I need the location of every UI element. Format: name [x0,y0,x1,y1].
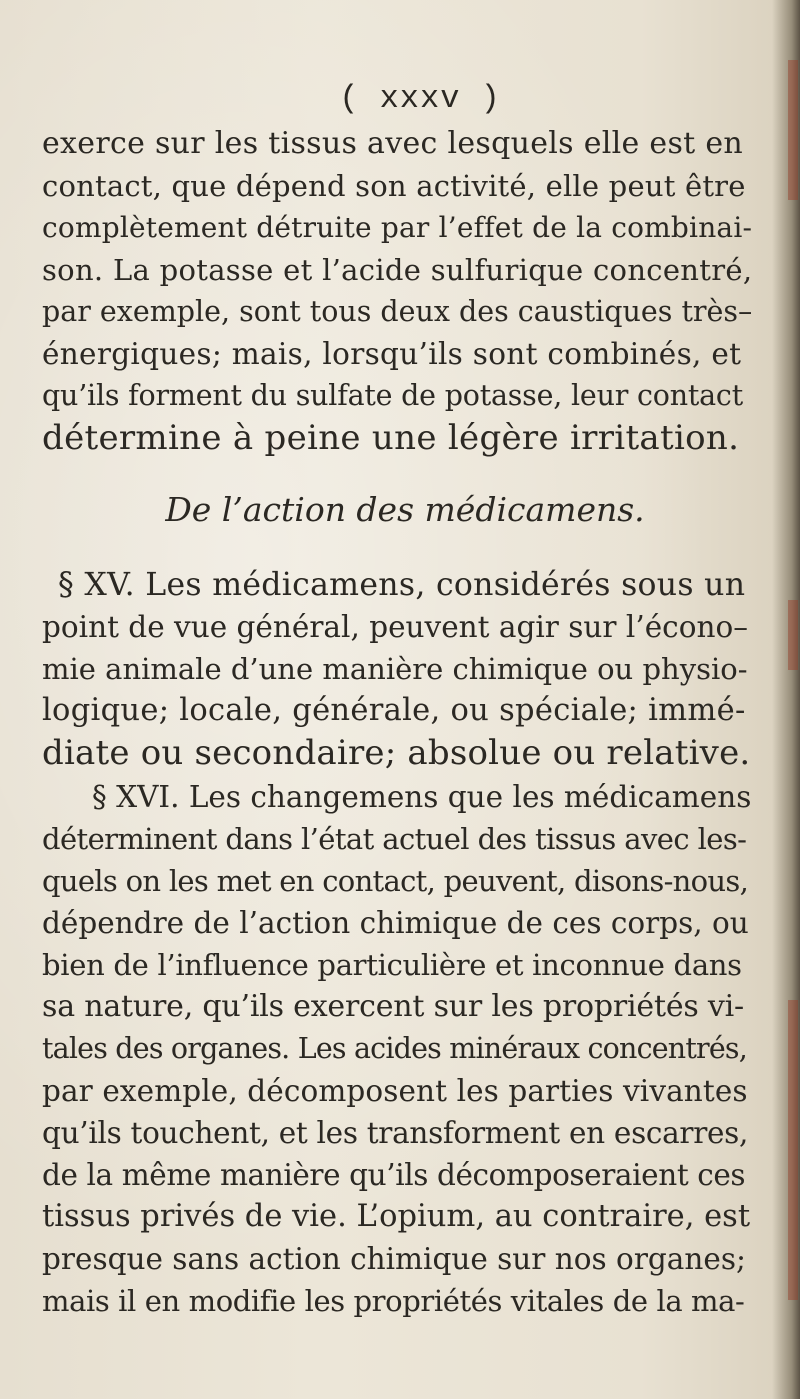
text-line: diate ou secondaire; absolue ou relative. [42,733,751,773]
page-edge-stain [788,600,798,670]
text-line: mie animale d’une manière chimique ou physio- [42,652,748,686]
text-line: dépendre de l’action chimique de ces corps, ou [42,906,749,940]
text-line: déterminent dans l’état actuel des tissus avec les- [42,822,747,856]
text-line: mais il en modifie les propriétés vitales de la ma- [42,1284,745,1318]
text-line: par exemple, sont tous deux des caustiques très– [42,295,753,328]
text-line: quels on les met en contact, peuvent, disons-nous, [42,864,749,898]
text-line: détermine à peine une légère irritation. [42,418,740,458]
text-line: exerce sur les tissus avec lesquels elle est en [42,126,744,161]
text-line: § XVI. Les changemens que les médicamens [92,780,752,814]
page-header: ( xxxv ) [339,80,501,117]
text-line: contact, que dépend son activité, elle peut être [42,169,746,203]
text-line: énergiques; mais, lorsqu’ils sont combinés, et [42,337,742,371]
text-line: logique; locale, générale, ou spéciale; immé- [42,693,746,728]
text-line: qu’ils touchent, et les transforment en escarres, [42,1116,749,1150]
text-line: sa nature, qu’ils exercent sur les propriétés vi- [42,989,744,1024]
text-line: § XV. Les médicamens, considérés sous un [58,567,746,603]
text-line: presque sans action chimique sur nos organes; [42,1242,746,1276]
text-line: complètement détruite par l’effet de la combinai- [42,211,753,244]
section-title: De l’action des médicamens. [165,490,645,529]
text-line: par exemple, décomposent les parties vivantes [42,1074,748,1108]
text-line: bien de l’influence particulière et inconnue dans [42,948,742,982]
text-line: son. La potasse et l’acide sulfurique concentré, [42,253,753,287]
text-line: qu’ils forment du sulfate de potasse, leur contact [42,379,743,412]
page-edge-stain [788,1000,798,1300]
text-line: point de vue général, peuvent agir sur l’écono– [42,610,748,644]
text-line: tissus privés de vie. L’opium, au contraire, est [42,1199,751,1234]
text-line: tales des organes. Les acides minéraux concentrés, [42,1032,747,1065]
text-line: de la même manière qu’ils décomposeraient ces [42,1158,746,1192]
